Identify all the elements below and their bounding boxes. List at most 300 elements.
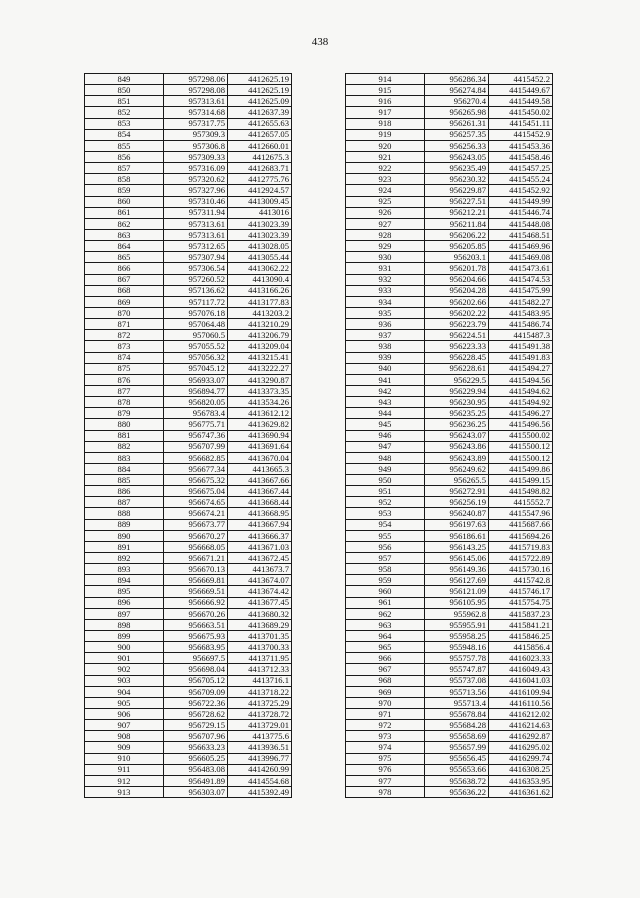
x-coordinate: 956483.08 [164,764,228,775]
x-coordinate: 956669.51 [164,586,228,597]
y-coordinate: 4415754.75 [489,597,553,608]
point-number: 891 [85,541,164,552]
table-row [85,185,292,196]
point-number: 950 [346,475,425,486]
x-coordinate: 956105.95 [425,597,489,608]
point-number: 926 [346,207,425,218]
table-row [346,441,553,452]
point-number: 951 [346,486,425,497]
point-number: 890 [85,530,164,541]
table-row [346,686,553,697]
x-coordinate: 957311.94 [164,207,228,218]
x-coordinate: 956205.85 [425,241,489,252]
point-number: 850 [85,85,164,96]
y-coordinate: 4415496.56 [489,419,553,430]
table-row [346,430,553,441]
table-row [346,597,553,608]
x-coordinate: 955678.84 [425,709,489,720]
table-row [346,118,553,129]
point-number: 886 [85,486,164,497]
x-coordinate: 955658.69 [425,731,489,742]
table-row [85,709,292,720]
x-coordinate: 956270.4 [425,96,489,107]
x-coordinate: 957316.09 [164,163,228,174]
y-coordinate: 4413667.44 [228,486,292,497]
table-row [85,96,292,107]
point-number: 956 [346,541,425,552]
x-coordinate: 956202.66 [425,296,489,307]
y-coordinate: 4413062.22 [228,263,292,274]
y-coordinate: 4413674.42 [228,586,292,597]
x-coordinate: 956674.21 [164,508,228,519]
point-number: 888 [85,508,164,519]
table-row [85,419,292,430]
table-row [85,720,292,731]
y-coordinate: 4415486.74 [489,319,553,330]
x-coordinate: 956729.15 [164,720,228,731]
table-row [346,519,553,530]
x-coordinate: 956261.31 [425,118,489,129]
y-coordinate: 4413023.39 [228,218,292,229]
x-coordinate: 956633.23 [164,742,228,753]
x-coordinate: 956272.91 [425,486,489,497]
point-number: 866 [85,263,164,274]
y-coordinate: 4413009.45 [228,196,292,207]
point-number: 879 [85,408,164,419]
y-coordinate: 4415452.2 [489,74,553,85]
x-coordinate: 956820.05 [164,397,228,408]
y-coordinate: 4415687.66 [489,519,553,530]
table-row [346,96,553,107]
table-row [85,319,292,330]
table-row [85,174,292,185]
x-coordinate: 955962.8 [425,608,489,619]
point-number: 887 [85,497,164,508]
table-row [346,508,553,519]
point-number: 885 [85,475,164,486]
y-coordinate: 4415494.27 [489,363,553,374]
y-coordinate: 4415494.92 [489,397,553,408]
x-coordinate: 956143.25 [425,541,489,552]
table-row [346,787,553,798]
y-coordinate: 4415730.16 [489,564,553,575]
y-coordinate: 4415468.51 [489,229,553,240]
point-number: 947 [346,441,425,452]
y-coordinate: 4415449.58 [489,96,553,107]
point-number: 872 [85,330,164,341]
table-row [346,129,553,140]
x-coordinate: 957076.18 [164,307,228,318]
point-number: 856 [85,151,164,162]
y-coordinate: 4413206.79 [228,330,292,341]
x-coordinate: 956235.49 [425,163,489,174]
x-coordinate: 956675.32 [164,475,228,486]
x-coordinate: 956728.62 [164,709,228,720]
y-coordinate: 4415547.96 [489,508,553,519]
point-number: 966 [346,653,425,664]
y-coordinate: 4415474.53 [489,274,553,285]
x-coordinate: 956236.25 [425,419,489,430]
x-coordinate: 956670.26 [164,608,228,619]
point-number: 849 [85,74,164,85]
table-row [85,742,292,753]
y-coordinate: 4415841.21 [489,619,553,630]
table-row [85,553,292,564]
table-row [346,374,553,385]
point-number: 973 [346,731,425,742]
y-coordinate: 4412924.57 [228,185,292,196]
point-number: 935 [346,307,425,318]
table-row [85,408,292,419]
point-number: 958 [346,564,425,575]
x-coordinate: 956227.51 [425,196,489,207]
point-number: 857 [85,163,164,174]
table-row [346,463,553,474]
y-coordinate: 4415446.74 [489,207,553,218]
x-coordinate: 956670.27 [164,530,228,541]
y-coordinate: 4415496.27 [489,408,553,419]
x-coordinate: 956206.22 [425,229,489,240]
point-number: 878 [85,397,164,408]
point-number: 852 [85,107,164,118]
x-coordinate: 956673.77 [164,519,228,530]
y-coordinate: 4415494.62 [489,385,553,396]
y-coordinate: 4416299.74 [489,753,553,764]
table-row [346,307,553,318]
y-coordinate: 4415837.23 [489,608,553,619]
table-row [346,218,553,229]
x-coordinate: 956186.61 [425,530,489,541]
table-row [85,196,292,207]
table-row [346,564,553,575]
x-coordinate: 956303.07 [164,787,228,798]
x-coordinate: 956230.32 [425,174,489,185]
x-coordinate: 956223.79 [425,319,489,330]
y-coordinate: 4413700.33 [228,642,292,653]
table-row [346,575,553,586]
point-number: 919 [346,129,425,140]
x-coordinate: 956256.33 [425,140,489,151]
point-number: 900 [85,642,164,653]
point-number: 933 [346,285,425,296]
x-coordinate: 955955.91 [425,619,489,630]
y-coordinate: 4415722.89 [489,553,553,564]
point-number: 969 [346,686,425,697]
table-row [85,85,292,96]
y-coordinate: 4415742.8 [489,575,553,586]
x-coordinate: 956229.94 [425,385,489,396]
point-number: 874 [85,352,164,363]
x-coordinate: 957307.94 [164,252,228,263]
y-coordinate: 4413090.4 [228,274,292,285]
x-coordinate: 956197.63 [425,519,489,530]
point-number: 863 [85,229,164,240]
x-coordinate: 956203.1 [425,252,489,263]
table-row [346,586,553,597]
x-coordinate: 957298.06 [164,74,228,85]
table-row [85,341,292,352]
table-row [85,352,292,363]
y-coordinate: 4412625.19 [228,74,292,85]
point-number: 909 [85,742,164,753]
y-coordinate: 4413718.22 [228,686,292,697]
x-coordinate: 956257.35 [425,129,489,140]
table-row [346,352,553,363]
table-row [346,196,553,207]
y-coordinate: 4412675.3 [228,151,292,162]
table-row [85,118,292,129]
y-coordinate: 4413203.2 [228,307,292,318]
x-coordinate: 957045.12 [164,363,228,374]
table-row [85,263,292,274]
y-coordinate: 4413712.33 [228,664,292,675]
x-coordinate: 956697.5 [164,653,228,664]
x-coordinate: 956491.89 [164,775,228,786]
point-number: 925 [346,196,425,207]
table-row [346,530,553,541]
point-number: 970 [346,697,425,708]
point-number: 943 [346,397,425,408]
x-coordinate: 956707.99 [164,441,228,452]
table-row [85,530,292,541]
point-number: 977 [346,775,425,786]
y-coordinate: 4413016 [228,207,292,218]
y-coordinate: 4412625.09 [228,96,292,107]
point-number: 868 [85,285,164,296]
table-row [346,497,553,508]
x-coordinate: 955757.78 [425,653,489,664]
point-number: 967 [346,664,425,675]
x-coordinate: 956243.07 [425,430,489,441]
y-coordinate: 4413936.51 [228,742,292,753]
point-number: 923 [346,174,425,185]
table-row [346,151,553,162]
point-number: 915 [346,85,425,96]
x-coordinate: 956705.12 [164,675,228,686]
point-number: 932 [346,274,425,285]
table-row [85,274,292,285]
x-coordinate: 956256.19 [425,497,489,508]
table-row [85,330,292,341]
y-coordinate: 4412775.76 [228,174,292,185]
point-number: 961 [346,597,425,608]
x-coordinate: 956127.69 [425,575,489,586]
y-coordinate: 4412637.39 [228,107,292,118]
point-number: 859 [85,185,164,196]
y-coordinate: 4415498.82 [489,486,553,497]
point-number: 942 [346,385,425,396]
x-coordinate: 955747.87 [425,664,489,675]
table-row [85,163,292,174]
y-coordinate: 4416292.87 [489,731,553,742]
x-coordinate: 956249.62 [425,463,489,474]
y-coordinate: 4413290.87 [228,374,292,385]
table-row [85,664,292,675]
y-coordinate: 4413612.12 [228,408,292,419]
y-coordinate: 4413673.7 [228,564,292,575]
point-number: 934 [346,296,425,307]
y-coordinate: 4415453.36 [489,140,553,151]
x-coordinate: 956149.36 [425,564,489,575]
table-row [85,541,292,552]
x-coordinate: 956243.86 [425,441,489,452]
y-coordinate: 4416308.25 [489,764,553,775]
table-row [85,452,292,463]
y-coordinate: 4416353.95 [489,775,553,786]
x-coordinate: 956212.21 [425,207,489,218]
table-row [85,207,292,218]
y-coordinate: 4413691.64 [228,441,292,452]
point-number: 957 [346,553,425,564]
x-coordinate: 956683.95 [164,642,228,653]
page-number: 438 [311,36,329,48]
point-number: 907 [85,720,164,731]
table-row [85,397,292,408]
point-number: 922 [346,163,425,174]
point-number: 855 [85,140,164,151]
point-number: 940 [346,363,425,374]
table-row [85,686,292,697]
point-number: 930 [346,252,425,263]
point-number: 867 [85,274,164,285]
y-coordinate: 4415475.99 [489,285,553,296]
y-coordinate: 4415469.96 [489,241,553,252]
x-coordinate: 956668.05 [164,541,228,552]
coordinates-table-right [345,73,553,798]
x-coordinate: 956228.61 [425,363,489,374]
y-coordinate: 4415500.12 [489,441,553,452]
table-row [346,653,553,664]
point-number: 975 [346,753,425,764]
y-coordinate: 4415500.02 [489,430,553,441]
point-number: 962 [346,608,425,619]
y-coordinate: 4415448.08 [489,218,553,229]
y-coordinate: 4415694.26 [489,530,553,541]
y-coordinate: 4413689.29 [228,619,292,630]
point-number: 952 [346,497,425,508]
x-coordinate: 956204.66 [425,274,489,285]
x-coordinate: 955713.4 [425,697,489,708]
x-coordinate: 956230.95 [425,397,489,408]
table-row [85,441,292,452]
y-coordinate: 4413055.44 [228,252,292,263]
y-coordinate: 4413672.45 [228,553,292,564]
point-number: 889 [85,519,164,530]
point-number: 892 [85,553,164,564]
table-row [85,787,292,798]
y-coordinate: 4415473.61 [489,263,553,274]
x-coordinate: 956682.85 [164,452,228,463]
y-coordinate: 4415482.27 [489,296,553,307]
x-coordinate: 957260.52 [164,274,228,285]
point-number: 903 [85,675,164,686]
x-coordinate: 956707.96 [164,731,228,742]
y-coordinate: 4415455.24 [489,174,553,185]
x-coordinate: 955653.66 [425,764,489,775]
table-row [346,709,553,720]
x-coordinate: 955948.16 [425,642,489,653]
table-row [346,475,553,486]
table-row [85,385,292,396]
table-row [346,74,553,85]
y-coordinate: 4413671.03 [228,541,292,552]
table-row [85,642,292,653]
x-coordinate: 957298.08 [164,85,228,96]
table-row [85,753,292,764]
x-coordinate: 956669.81 [164,575,228,586]
y-coordinate: 4415499.15 [489,475,553,486]
y-coordinate: 4413666.37 [228,530,292,541]
table-row [346,229,553,240]
x-coordinate: 957055.52 [164,341,228,352]
table-row [346,731,553,742]
point-number: 893 [85,564,164,575]
point-number: 917 [346,107,425,118]
table-row [346,408,553,419]
point-number: 897 [85,608,164,619]
table-row [85,497,292,508]
table-row [85,775,292,786]
y-coordinate: 4413668.44 [228,497,292,508]
x-coordinate: 956675.93 [164,631,228,642]
point-number: 920 [346,140,425,151]
x-coordinate: 957309.33 [164,151,228,162]
point-number: 936 [346,319,425,330]
y-coordinate: 4415499.86 [489,463,553,474]
point-number: 913 [85,787,164,798]
table-row [85,675,292,686]
y-coordinate: 4415746.17 [489,586,553,597]
x-coordinate: 957306.8 [164,140,228,151]
point-number: 884 [85,463,164,474]
x-coordinate: 957136.62 [164,285,228,296]
x-coordinate: 956265.98 [425,107,489,118]
x-coordinate: 956204.28 [425,285,489,296]
point-number: 949 [346,463,425,474]
y-coordinate: 4413728.72 [228,709,292,720]
table-row [346,263,553,274]
y-coordinate: 4415449.67 [489,85,553,96]
y-coordinate: 4413373.35 [228,385,292,396]
y-coordinate: 4413028.05 [228,241,292,252]
x-coordinate: 956274.84 [425,85,489,96]
table-row [346,174,553,185]
point-number: 908 [85,731,164,742]
y-coordinate: 4415494.56 [489,374,553,385]
table-row [85,241,292,252]
table-row [346,252,553,263]
table-row [85,430,292,441]
point-number: 865 [85,252,164,263]
point-number: 974 [346,742,425,753]
point-number: 862 [85,218,164,229]
point-number: 881 [85,430,164,441]
x-coordinate: 957306.54 [164,263,228,274]
x-coordinate: 957317.75 [164,118,228,129]
y-coordinate: 4413680.32 [228,608,292,619]
point-number: 894 [85,575,164,586]
x-coordinate: 956243.05 [425,151,489,162]
x-coordinate: 956211.84 [425,218,489,229]
point-number: 882 [85,441,164,452]
table-row [85,151,292,162]
y-coordinate: 4416041.03 [489,675,553,686]
point-number: 873 [85,341,164,352]
point-number: 968 [346,675,425,686]
y-coordinate: 4413210.29 [228,319,292,330]
y-coordinate: 4413668.95 [228,508,292,519]
table-row [85,631,292,642]
